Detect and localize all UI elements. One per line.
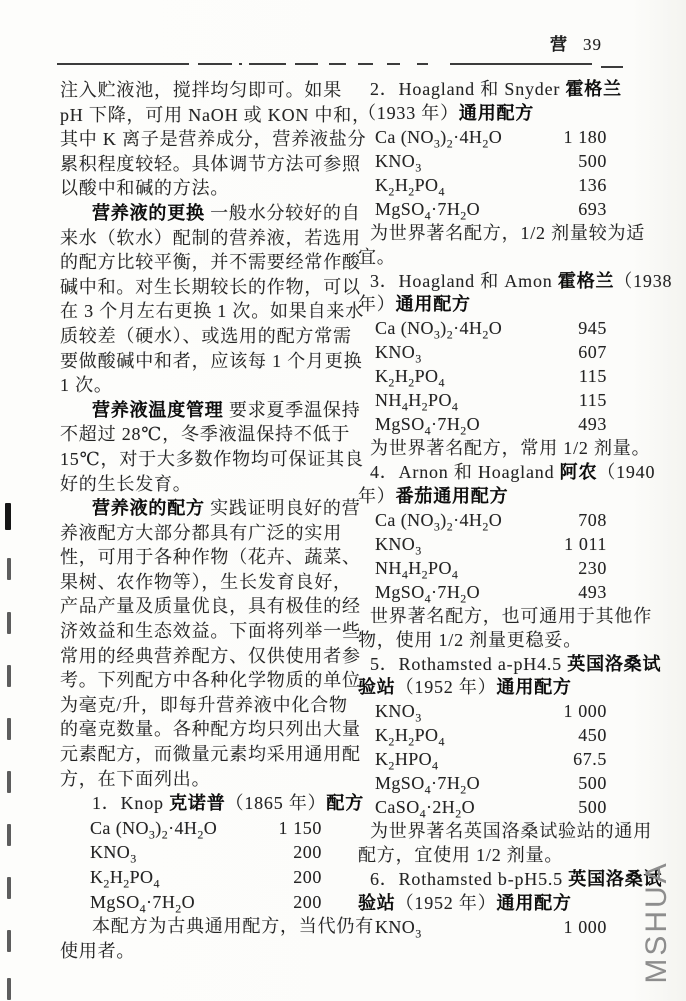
text-line: 为毫克/升，即每升营养液中化合物: [60, 694, 348, 715]
formula-value: 200: [293, 867, 322, 887]
formula-value: 500: [578, 773, 607, 794]
rule-dash: [239, 63, 242, 65]
edge-mark: [7, 558, 11, 580]
text-line: 养液配方大部分都具有广泛的实用: [60, 522, 342, 543]
formula-row: [358, 700, 634, 724]
formula-value: 693: [578, 198, 607, 219]
rule-dash: [249, 63, 286, 65]
formula-label: $K_2HPO_4$: [375, 749, 439, 773]
header-rule: [57, 61, 632, 67]
text-line: 为世界著名英国洛桑试验站的通用: [370, 821, 652, 842]
text-line: 果树、农作物等），生长发育良好，: [60, 571, 352, 592]
text-line: 好的生长发育。: [60, 473, 192, 494]
formula-label: Ca $(NO_3)_2\cdot 4H_2O$: [375, 318, 503, 342]
formula-value: 200: [293, 842, 322, 863]
text-line: 3．Hoagland 和 Amon 霍格兰（1938: [370, 270, 673, 291]
formula-label: Ca $(NO_3)_2\cdot 4H_2O$: [375, 509, 503, 534]
formula-value: 1 180: [563, 126, 607, 147]
formula-row: [358, 317, 634, 341]
edge-mark: [7, 612, 11, 634]
text-line: 常用的经典营养配方、仅供使用者参: [60, 645, 361, 666]
edge-mark: [7, 877, 11, 899]
formula-label: $NH_4H_2PO_4$: [375, 390, 459, 414]
formula-label: $CaSO_4\cdot 2H_2O$: [375, 797, 476, 821]
page-number: 39: [583, 35, 602, 54]
text-line: 验站（1952 年）通用配方: [358, 892, 572, 913]
formula-row: [60, 840, 353, 865]
formula-label: $MgSO_4\cdot 7H_2O$: [90, 891, 196, 916]
formula-label: $KNO_3$: [375, 150, 422, 175]
formula-value: 1 000: [563, 916, 607, 937]
text-line: 的毫克数量。各种配方均只列出大量: [60, 719, 361, 740]
rule-dash: [450, 63, 592, 65]
edge-mark: [7, 718, 11, 740]
formula-value: 1 011: [564, 533, 607, 554]
text-line: 年）通用配方: [358, 294, 471, 315]
text-line: 碱中和。对生长期较长的作物，可以: [60, 276, 361, 297]
formula-row: [358, 557, 634, 581]
formula-value: 67.5: [573, 749, 607, 770]
text-line: 1 次。: [60, 375, 113, 396]
formula-label: $KNO_3$: [90, 842, 137, 866]
text-line: 物，使用 1/2 剂量更稳妥。: [358, 629, 582, 650]
text-line: （1933 年）通用配方: [358, 102, 535, 123]
formula-row: [358, 198, 634, 222]
text-line: 15℃，对于大多数作物均可保证其良: [60, 448, 364, 469]
formula-label: $K_2H_2PO_4$: [375, 366, 445, 390]
formula-value: 1 000: [563, 701, 607, 722]
text-line: 方，在下面列出。: [60, 768, 211, 789]
text-line: 使用者。: [60, 940, 136, 961]
formula-label: Ca $(NO_3)_2\cdot 4H_2O$: [375, 126, 503, 151]
scan-edge-marks: [0, 0, 14, 1001]
text-line: 累积程度较轻。具体调节方法可参照: [60, 153, 361, 174]
text-line: 来水（软水）配制的营养液，若选用: [60, 227, 361, 248]
text-line: 验站（1952 年）通用配方: [358, 677, 572, 698]
formula-value: 136: [578, 174, 607, 195]
text-line: 营养液的配方 实践证明良好的营: [92, 498, 361, 519]
chapter-character: 营: [550, 35, 567, 54]
edge-mark: [7, 771, 11, 793]
text-line: 营养液温度管理 要求夏季温保持: [92, 399, 361, 420]
formula-row: [358, 389, 634, 413]
formula-row: [358, 150, 634, 174]
text-line: 质较差（硬水）、或选用的配方常需: [60, 325, 352, 346]
formula-row: [358, 365, 634, 389]
text-line: 在 3 个月左右更换 1 次。如果自来水: [60, 301, 364, 322]
edge-mark: [7, 824, 11, 846]
rule-dash: [417, 63, 428, 65]
page-header: [550, 30, 602, 55]
formula-label: $MgSO_4\cdot 7H_2O$: [375, 773, 481, 797]
formula-value: 493: [578, 414, 607, 435]
text-line: 世界著名配方，也可通用于其他作: [370, 605, 652, 626]
formula-label: $MgSO_4\cdot 7H_2O$: [375, 414, 481, 438]
text-line: 性，可用于各种作物（花卉、蔬菜、: [60, 547, 361, 568]
formula-value: 493: [578, 581, 607, 602]
text-line: 为世界著名配方，1/2 剂量较为适: [370, 222, 646, 243]
formula-value: 1 150: [278, 817, 322, 838]
formula-value: 500: [578, 150, 607, 171]
left-column: [60, 78, 374, 963]
rule-dash: [387, 63, 400, 65]
formula-row: [358, 581, 634, 605]
edge-mark: [7, 665, 11, 687]
formula-row: [358, 126, 634, 150]
formula-row: [358, 748, 634, 772]
formula-value: 230: [578, 557, 607, 578]
formula-row: [358, 916, 634, 940]
text-line: 营养液的更换 一般水分较好的自: [92, 202, 361, 223]
formula-value: 500: [578, 797, 607, 818]
rule-dash: [601, 66, 623, 68]
formula-row: [358, 772, 634, 796]
rule-dash: [358, 63, 373, 65]
formula-row: [358, 533, 634, 557]
formula-row: [358, 174, 634, 198]
watermark: MSHUA: [640, 860, 673, 984]
edge-mark: [5, 503, 11, 530]
formula-label: $K_2H_2PO_4$: [90, 867, 160, 891]
formula-value: 607: [578, 342, 607, 363]
formula-value: 708: [578, 509, 607, 530]
formula-value: 115: [578, 366, 607, 387]
text-line: 配方，宜使用 1/2 剂量。: [358, 845, 564, 865]
formula-row: [358, 724, 634, 748]
rule-dash: [329, 63, 346, 65]
text-line: 注入贮液池，搅拌均匀即可。如果: [60, 80, 342, 100]
formula-label: $KNO_3$: [375, 342, 422, 366]
rule-dash: [198, 63, 232, 65]
formula-value: 945: [578, 318, 607, 339]
text-line: 的配方比较平衡，并不需要经常作酸: [60, 252, 361, 273]
formula-label: $KNO_3$: [375, 533, 422, 558]
formula-value: 200: [293, 891, 322, 912]
formula-label: $NH_4H_2PO_4$: [375, 557, 459, 582]
formula-row: [60, 890, 353, 915]
formula-label: $KNO_3$: [375, 916, 422, 941]
text-line: 2．Hoagland 和 Snyder 霍格兰: [370, 79, 622, 99]
formula-row: [60, 816, 353, 841]
formula-row: [60, 865, 353, 890]
text-line: 要做酸碱中和者，应该每 1 个月更换: [60, 350, 363, 371]
text-line: 6．Rothamsted b-pH5.5 英国洛桑试: [370, 868, 663, 889]
formula-row: [358, 413, 634, 437]
formula-value: 115: [578, 390, 607, 411]
text-line: 宜。: [358, 246, 396, 267]
formula-row: [358, 509, 634, 533]
text-line: 以酸中和碱的方法。: [60, 178, 230, 199]
rule-dash: [295, 63, 318, 65]
text-line: 产品产量及质量优良，具有极佳的经: [60, 596, 361, 617]
text-line: 元素配方，而微量元素均采用通用配: [60, 744, 361, 765]
formula-label: Ca $(NO_3)_2\cdot 4H_2O$: [90, 817, 218, 842]
text-line: 济效益和生态效益。下面将列举一些: [60, 621, 361, 642]
text-line: pH 下降，可用 NaOH 或 KON 中和，: [60, 104, 371, 125]
text-line: 1．Knop 克诺普（1865 年）配方: [92, 793, 365, 814]
text-line: 5．Rothamsted a-pH4.5 英国洛桑试: [370, 653, 662, 674]
text-line: 4．Arnon 和 Hoagland 阿农（1940: [370, 462, 656, 482]
text-line: 为世界著名配方，常用 1/2 剂量。: [370, 438, 651, 459]
edge-mark: [7, 978, 11, 1000]
text-line: 本配方为古典通用配方，当代仍有: [92, 916, 374, 937]
text-line: 不超过 28℃，冬季液温保持不低于: [60, 424, 351, 445]
rule-dash: [57, 63, 189, 65]
formula-label: $KNO_3$: [375, 701, 422, 725]
formula-label: $K_2H_2PO_4$: [375, 174, 445, 199]
formula-label: $MgSO_4\cdot 7H_2O$: [375, 581, 481, 606]
edge-mark: [7, 930, 11, 952]
formula-label: $K_2H_2PO_4$: [375, 725, 445, 749]
formula-label: $MgSO_4\cdot 7H_2O$: [375, 198, 481, 223]
text-line: 其中 K 离子是营养成分，营养液盐分: [60, 129, 367, 150]
formula-value: 450: [578, 725, 607, 746]
formula-row: [358, 796, 634, 820]
text-line: 考。下列配方中各种化学物质的单位: [60, 670, 361, 691]
formula-row: [358, 341, 634, 365]
text-line: 年）番茄通用配方: [358, 485, 509, 506]
